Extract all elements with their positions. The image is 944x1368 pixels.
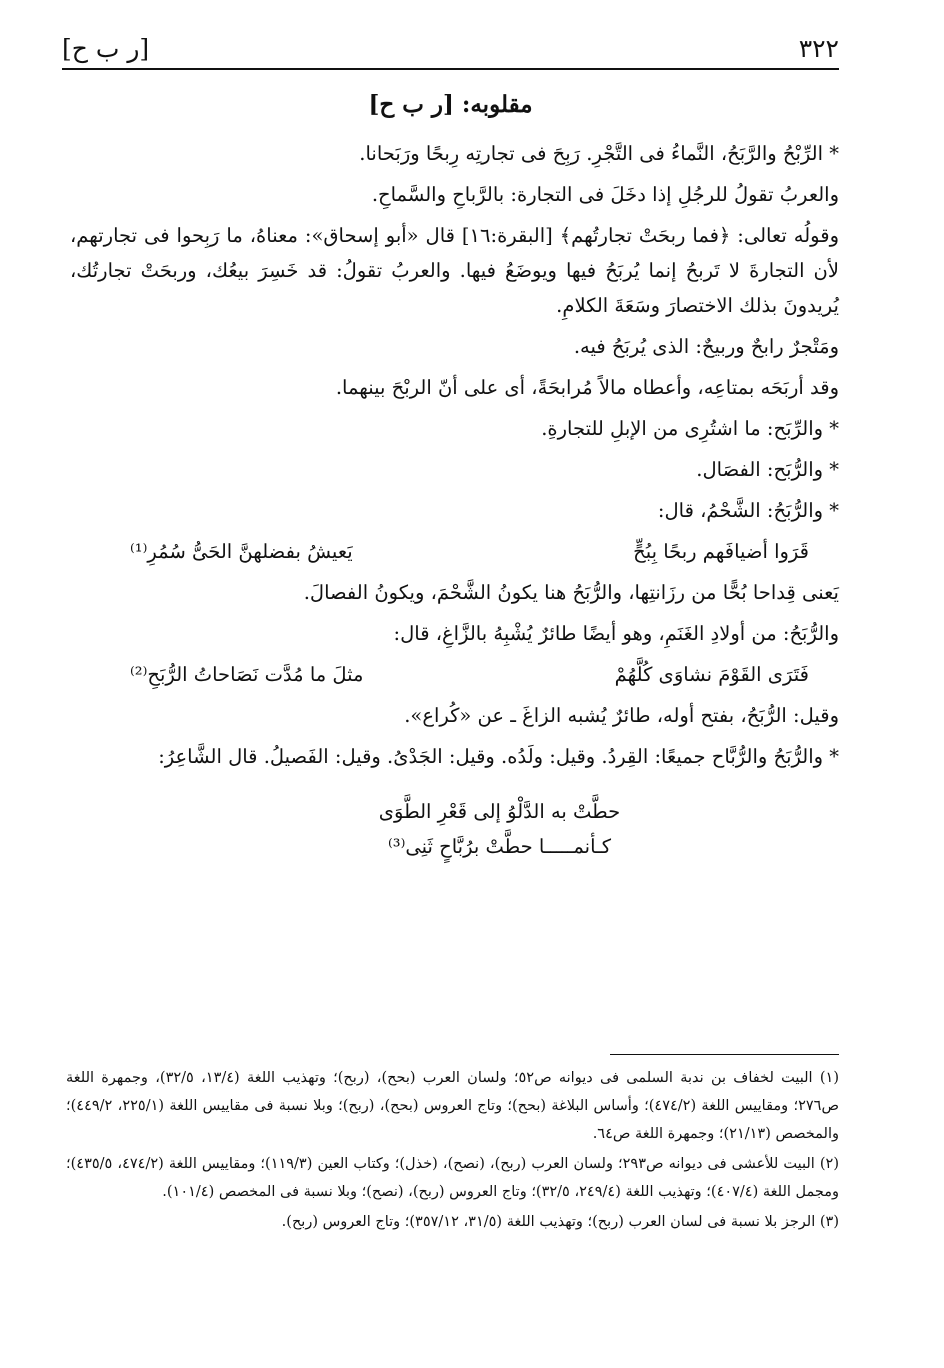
paragraph: والرُّبَحُ: من أولادِ الغَنَمِ، وهو أيضًا طائرٌ يُشْبِهُ بالزَّاغِ، قال: [393,622,839,645]
footnote: (١) البيت لخفاف بن ندبة السلمى فى ديوانه ص٥٢؛ ولسان العرب (بحح)، (ربح)؛ وتهذيب اللغة (١٣/٤، ٣٢/٥)، وجمهرة اللغة ص٢٧٦؛ ومقاييس اللغة (٤٧٤/٢)؛ وأساس البلاغة (بحح)؛ وتاج العروس (بحح)، (ربح)؛ وبلا نسبة فى مقاييس اللغة (٢٢٥/١، ٤٤٩/٢)؛ والمخصص (٢١/١٣)؛ وجمهرة اللغة ص٦٤. [66,1070,840,1142]
footnote-rule [610,1054,839,1055]
paragraph: * والرُّبَحُ: الشَّحْمُ، قال: [657,499,839,522]
footnote: (٢) البيت للأعشى فى ديوانه ص٢٩٣؛ ولسان العرب (ربح)، (نصح)، (خذل)؛ وكتاب العين (١١٩/٣)؛ ومقاييس اللغة (٤٧٤/٢، ٤٣٥/٥)؛ ومجمل اللغة (٤٠٧/٤)؛ وتهذيب اللغة (٢٤٩/٤، ٣٢/٥)؛ وتاج العروس (ربح)، (نصح)؛ وبلا نسبة فى المخصص (١٠١/٤). [66,1156,840,1200]
paragraph: وقد أربَحَه بمتاعِه، وأعطاه مالاً مُرابحَةً، أى على أنّ الربْحَ بينهما. [335,376,839,399]
verse-line: حطَّتْ به الدَّلْوُ إلى قَعْرِ الطَّوَى [378,800,621,823]
paragraph: وقيل: الرُّبَحُ، بفتح أوله، طائرٌ يُشبه الزاغَ ـ عن «كُراع». [404,704,839,727]
verse-3 [70,794,839,864]
verse-hemistich: يَعيشُ بفضلهنَّ الحَىُّ سُمُرِ⁽¹⁾ [130,540,353,563]
paragraph: وقولُه تعالى: ﴿فما ربحَتْ تجارتُهم﴾ [البقرة:١٦] قال «أبو إسحاق»: معناهُ، ما رَبِحوا فى تجارتهم، لأن التجارةَ لا تَربحُ إنما يُربَحُ فيها ويوضَعُ فيها. والعربُ تقولُ: قد خَسِرَ بيعُك، وربحَتْ تجارتُك، يُريدونَ بذلك الاختصارَ وسَعَةَ الكلامِ. [70,224,839,317]
verse-2 [70,657,839,692]
running-head [62,30,839,64]
paragraph: * الرِّبْحُ والرَّبَحُ، النَّماءُ فى التَّجْرِ. رَبِحَ فى تجارتِه رِبحًا ورَبَحانا. [359,142,839,165]
paragraph: * والرُّبَحُ والرُّبَّاح جميعًا: القِردُ. وقيل: ولَدُه. وقيل: الجَدْىُ. وقيل: الفَصيلُ. قال الشَّاعِرُ: [158,745,839,768]
section-title: مقلوبه: [ر ب ح] [368,91,533,118]
verse-hemistich: قَرَوا أضيافَهم ربحًا بِبُحٍّ [633,540,809,563]
entry-body [70,136,839,864]
verse-line: كـأنمـــــا حطَّتْ برُبَّاحٍ ثَنِى⁽³⁾ [387,835,612,858]
page-number: ٣٢٢ [798,34,839,63]
paragraph: والعربُ تقولُ للرجُلِ إذا دخَلَ فى التجارة: بالرَّباحِ والسَّماحِ. [371,183,839,206]
paragraph: ومَتْجرٌ رابحٌ وربيحٌ: الذى يُربَحُ فيه. [573,335,839,358]
footnotes [66,1064,839,1238]
verse-hemistich: مثلَ ما مُدَّت نَصَاحاتُ الرُّبَحِ⁽²⁾ [130,663,364,686]
paragraph: * والرِّبَح: ما اشتُرِى من الإبلِ للتجارةِ. [541,417,839,440]
verse-hemistich: فَتَرَى القَوْمَ نشاوَى كُلَّهُمْ [614,663,809,686]
header-rule [62,68,839,70]
verse-1 [70,534,839,569]
paragraph: يَعنى قِداحا بُحًّا من رزَانتِها، والرُّبَحُ هنا يكونُ الشَّحْمَ، ويكونُ الفصالَ. [303,581,839,604]
paragraph: * والرُّبَح: الفصَال. [696,458,839,481]
footnote: (٣) الرجز بلا نسبة فى لسان العرب (ربح)؛ وتهذيب اللغة (٣١/٥، ٣٥٧/١٢)؛ وتاج العروس (ربح). [281,1214,839,1230]
root-label: [ر ب ح] [62,34,150,63]
